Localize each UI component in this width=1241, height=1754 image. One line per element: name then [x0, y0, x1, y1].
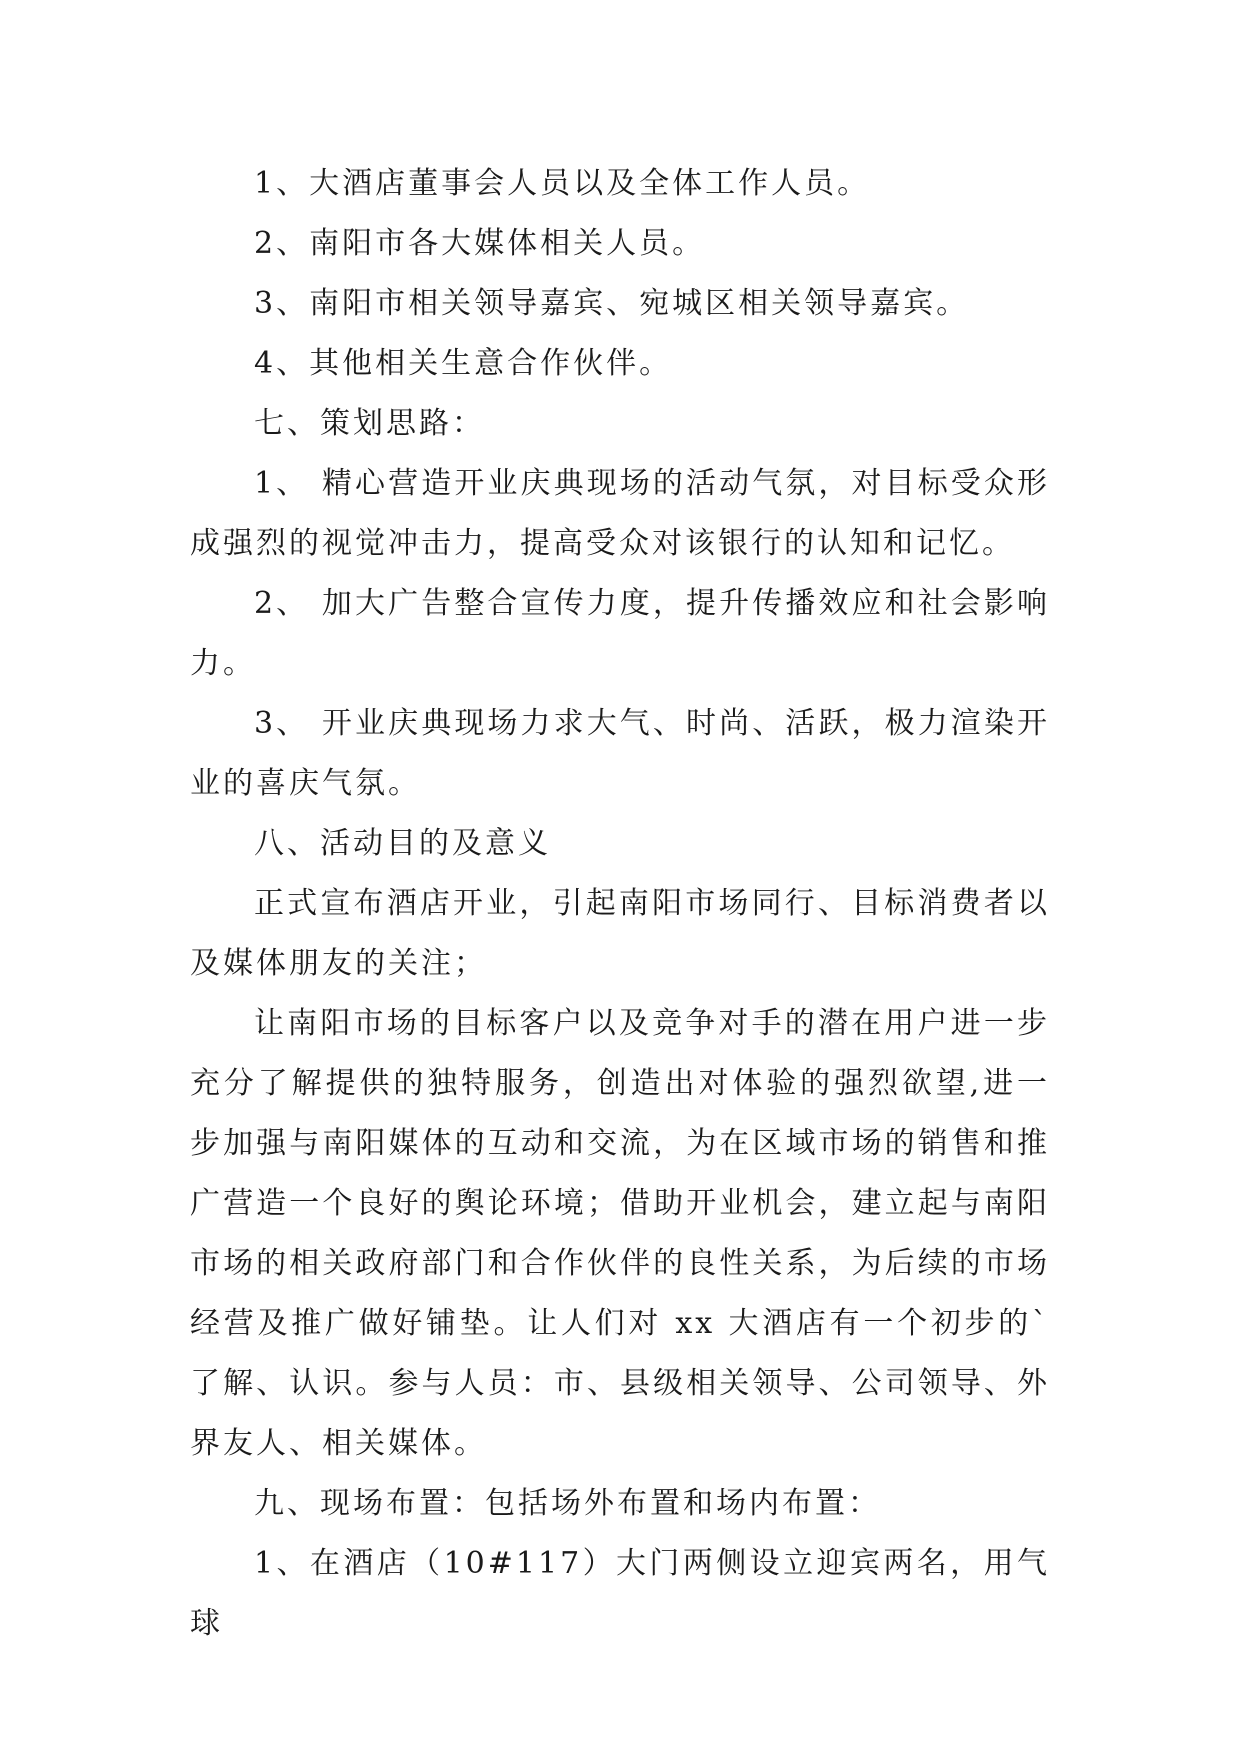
purpose-paragraph-2: 让南阳市场的目标客户以及竞争对手的潜在用户进一步充分了解提供的独特服务，创造出对体验的强烈欲望,进一步加强与南阳媒体的互动和交流，为在区域市场的销售和推广营造一个良好的舆论环境；借助开业机会，建立起与南阳市场的相关政府部门和合作伙伴的良性关系，为后续的市场经营及推广做好铺垫。让人们对 xx 大酒店有一个初步的`了解、认识。参与人员：市、县级相关领导、公司领导、外界友人、相关媒体。 — [190, 1006, 1050, 1461]
section-heading-purpose: 八、活动目的及意义 — [254, 826, 551, 861]
planning-item-1: 1、 精心营造开业庆典现场的活动气氛，对目标受众形成强烈的视觉冲击力，提高受众对该银行的认知和记忆。 — [190, 466, 1050, 561]
list-item-attendee-1: 1、大酒店董事会人员以及全体工作人员。 — [254, 166, 871, 201]
list-item-attendee-4: 4、其他相关生意合作伙伴。 — [254, 346, 673, 381]
planning-item-3: 3、 开业庆典现场力求大气、时尚、活跃，极力渲染开业的喜庆气氛。 — [190, 706, 1050, 801]
section-heading-planning-ideas: 七、策划思路： — [254, 406, 485, 441]
site-layout-item-1: 1、在酒店（10#117）大门两侧设立迎宾两名，用气球 — [190, 1546, 1050, 1641]
list-item-attendee-2: 2、南阳市各大媒体相关人员。 — [254, 226, 706, 261]
document-body — [190, 154, 1050, 1654]
list-item-attendee-3: 3、南阳市相关领导嘉宾、宛城区相关领导嘉宾。 — [254, 286, 970, 321]
purpose-paragraph-1: 正式宣布酒店开业，引起南阳市场同行、目标消费者以及媒体朋友的关注； — [190, 886, 1050, 981]
planning-item-2: 2、 加大广告整合宣传力度，提升传播效应和社会影响力。 — [190, 586, 1050, 681]
section-heading-site-layout: 九、现场布置：包括场外布置和场内布置： — [254, 1486, 881, 1521]
